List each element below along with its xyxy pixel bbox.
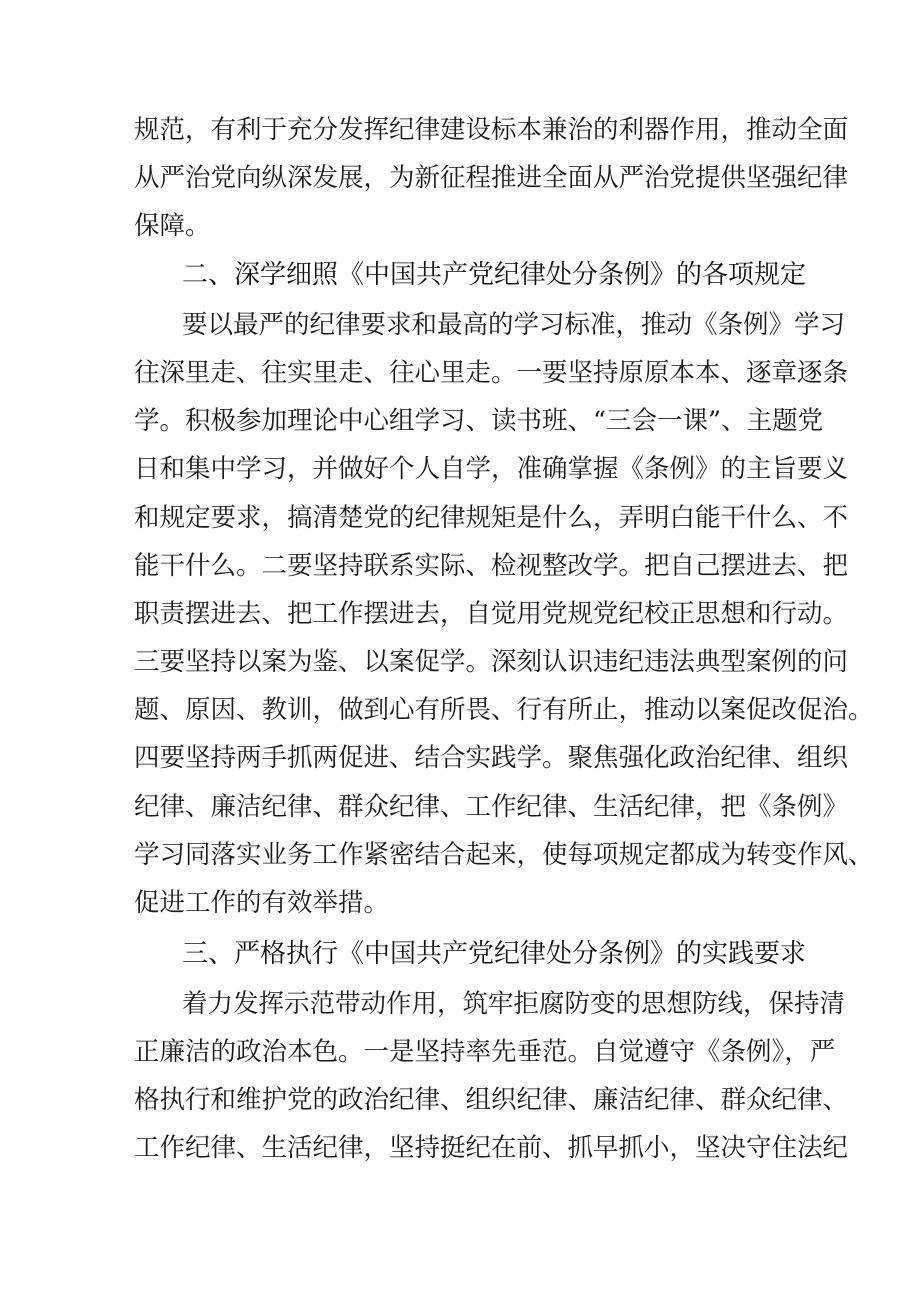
section-heading: 二、深学细照《中国共产党纪律处分条例》的各项规定 [182,260,807,290]
body-text-line: 四要坚持两手抓两促进、结合实践学。聚焦强化政治纪律、组织 [134,743,849,773]
body-text-line: 促进工作的有效举措。 [134,888,390,918]
body-text-line: 日和集中学习，并做好个人自学，准确掌握《条例》的主旨要义 [134,454,849,484]
body-text-line: 规范，有利于充分发挥纪律建设标本兼治的利器作用，推动全面 [134,115,849,145]
body-text-line: 从严治党向纵深发展，为新征程推进全面从严治党提供坚强纪律 [134,163,849,193]
body-text-line: 往深里走、往实里走、往心里走。一要坚持原原本本、逐章逐条 [134,358,849,388]
body-text-line: 保障。 [134,211,211,241]
body-text-line: 纪律、廉洁纪律、群众纪律、工作纪律、生活纪律，把《条例》 [134,792,849,822]
body-text-line: 和规定要求，搞清楚党的纪律规矩是什么，弄明白能干什么、不 [134,503,849,533]
body-text-line: 着力发挥示范带动作用，筑牢拒腐防变的思想防线，保持清 [182,989,846,1019]
body-text-line: 三要坚持以案为鉴、以案促学。深刻认识违纪违法典型案例的问 [134,647,849,677]
body-text-line: 学习同落实业务工作紧密结合起来，使每项规定都成为转变作风、 [134,840,874,870]
body-text-line: 职责摆进去、把工作摆进去，自觉用党规党纪校正思想和行动。 [134,599,849,629]
body-text-line: 能干什么。二要坚持联系实际、检视整改学。把自己摆进去、把 [134,551,849,581]
body-text-line: 学。积极参加理论中心组学习、读书班、“三会一课”、主题党 [134,406,824,436]
body-text-line: 正廉洁的政治本色。一是坚持率先垂范。自觉遵守《条例》，严 [134,1037,836,1067]
body-text-line: 工作纪律、生活纪律，坚持挺纪在前、抓早抓小，坚决守住法纪 [134,1133,849,1163]
body-text-line: 要以最严的纪律要求和最高的学习标准，推动《条例》学习 [182,310,846,340]
section-heading: 三、严格执行《中国共产党纪律处分条例》的实践要求 [182,939,807,969]
body-text-line: 题、原因、教训，做到心有所畏、行有所止，推动以案促改促治。 [134,695,874,725]
body-text-line: 格执行和维护党的政治纪律、组织纪律、廉洁纪律、群众纪律、 [134,1085,849,1115]
